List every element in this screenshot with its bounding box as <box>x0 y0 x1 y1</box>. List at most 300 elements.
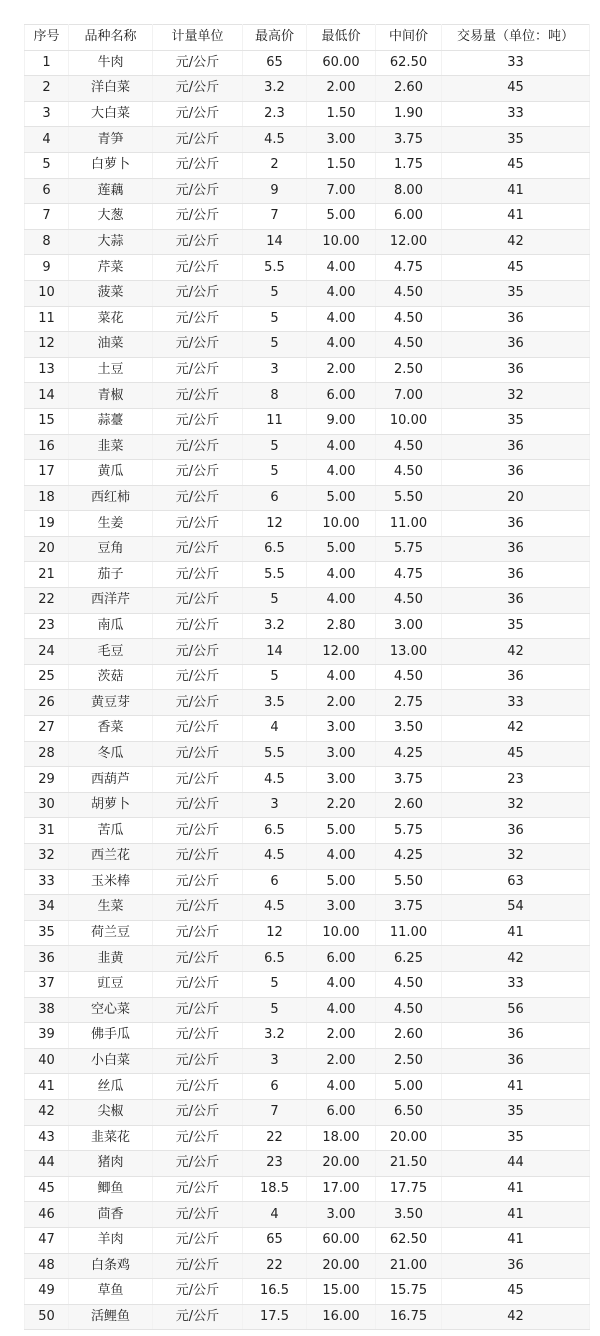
cell-volume: 42 <box>442 716 590 742</box>
cell-max-price: 3.2 <box>243 1023 307 1049</box>
cell-min-price: 6.00 <box>307 946 376 972</box>
header-unit: 计量单位 <box>153 25 243 51</box>
cell-index: 9 <box>25 255 69 281</box>
cell-index: 20 <box>25 536 69 562</box>
cell-min-price: 2.20 <box>307 792 376 818</box>
table-row <box>25 1279 590 1305</box>
cell-variety-name: 生姜 <box>69 511 153 537</box>
cell-index: 30 <box>25 792 69 818</box>
table-row <box>25 818 590 844</box>
cell-unit: 元/公斤 <box>153 1125 243 1151</box>
cell-volume: 36 <box>442 357 590 383</box>
cell-index: 39 <box>25 1023 69 1049</box>
cell-max-price: 17.5 <box>243 1304 307 1330</box>
cell-variety-name: 胡萝卜 <box>69 792 153 818</box>
table-row <box>25 101 590 127</box>
cell-max-price: 14 <box>243 639 307 665</box>
cell-variety-name: 茴香 <box>69 1202 153 1228</box>
cell-unit: 元/公斤 <box>153 485 243 511</box>
table-row <box>25 588 590 614</box>
header-min-price: 最低价 <box>307 25 376 51</box>
cell-volume: 36 <box>442 1253 590 1279</box>
cell-variety-name: 白条鸡 <box>69 1253 153 1279</box>
table-row <box>25 255 590 281</box>
cell-index: 37 <box>25 971 69 997</box>
cell-unit: 元/公斤 <box>153 946 243 972</box>
cell-index: 50 <box>25 1304 69 1330</box>
cell-variety-name: 茄子 <box>69 562 153 588</box>
cell-variety-name: 大蒜 <box>69 229 153 255</box>
cell-mid-price: 3.50 <box>376 716 442 742</box>
cell-unit: 元/公斤 <box>153 1151 243 1177</box>
cell-min-price: 2.00 <box>307 1023 376 1049</box>
cell-mid-price: 3.00 <box>376 613 442 639</box>
cell-mid-price: 6.25 <box>376 946 442 972</box>
cell-volume: 54 <box>442 895 590 921</box>
cell-index: 17 <box>25 460 69 486</box>
cell-mid-price: 2.50 <box>376 1048 442 1074</box>
cell-max-price: 3.5 <box>243 690 307 716</box>
cell-volume: 56 <box>442 997 590 1023</box>
cell-max-price: 65 <box>243 1227 307 1253</box>
cell-min-price: 4.00 <box>307 997 376 1023</box>
cell-max-price: 5 <box>243 997 307 1023</box>
cell-volume: 23 <box>442 767 590 793</box>
cell-mid-price: 6.00 <box>376 204 442 230</box>
table-row <box>25 229 590 255</box>
table-row <box>25 511 590 537</box>
cell-mid-price: 4.50 <box>376 971 442 997</box>
header-mid-price: 中间价 <box>376 25 442 51</box>
cell-unit: 元/公斤 <box>153 460 243 486</box>
header-max-price: 最高价 <box>243 25 307 51</box>
cell-mid-price: 2.60 <box>376 792 442 818</box>
cell-unit: 元/公斤 <box>153 178 243 204</box>
cell-index: 19 <box>25 511 69 537</box>
cell-variety-name: 小白菜 <box>69 1048 153 1074</box>
cell-variety-name: 丝瓜 <box>69 1074 153 1100</box>
cell-variety-name: 茨菇 <box>69 664 153 690</box>
cell-index: 24 <box>25 639 69 665</box>
cell-mid-price: 4.25 <box>376 741 442 767</box>
cell-index: 49 <box>25 1279 69 1305</box>
cell-min-price: 3.00 <box>307 895 376 921</box>
cell-min-price: 4.00 <box>307 280 376 306</box>
cell-min-price: 10.00 <box>307 920 376 946</box>
cell-volume: 33 <box>442 50 590 76</box>
cell-unit: 元/公斤 <box>153 1304 243 1330</box>
table-row <box>25 639 590 665</box>
cell-variety-name: 豇豆 <box>69 971 153 997</box>
table-row <box>25 1125 590 1151</box>
cell-variety-name: 油菜 <box>69 332 153 358</box>
header-volume: 交易量（单位：吨） <box>442 25 590 51</box>
cell-volume: 36 <box>442 536 590 562</box>
cell-index: 45 <box>25 1176 69 1202</box>
cell-mid-price: 4.50 <box>376 664 442 690</box>
cell-index: 47 <box>25 1227 69 1253</box>
cell-mid-price: 5.50 <box>376 485 442 511</box>
cell-max-price: 4 <box>243 716 307 742</box>
cell-mid-price: 6.50 <box>376 1099 442 1125</box>
cell-min-price: 5.00 <box>307 818 376 844</box>
cell-variety-name: 黄豆芽 <box>69 690 153 716</box>
cell-max-price: 6.5 <box>243 818 307 844</box>
cell-min-price: 4.00 <box>307 434 376 460</box>
cell-index: 31 <box>25 818 69 844</box>
table-row <box>25 1099 590 1125</box>
cell-unit: 元/公斤 <box>153 50 243 76</box>
cell-unit: 元/公斤 <box>153 818 243 844</box>
cell-max-price: 6.5 <box>243 946 307 972</box>
cell-min-price: 15.00 <box>307 1279 376 1305</box>
cell-max-price: 7 <box>243 1099 307 1125</box>
cell-index: 26 <box>25 690 69 716</box>
cell-variety-name: 西兰花 <box>69 844 153 870</box>
cell-variety-name: 玉米棒 <box>69 869 153 895</box>
cell-variety-name: 生菜 <box>69 895 153 921</box>
cell-unit: 元/公斤 <box>153 997 243 1023</box>
cell-min-price: 3.00 <box>307 127 376 153</box>
cell-unit: 元/公斤 <box>153 562 243 588</box>
cell-variety-name: 大白菜 <box>69 101 153 127</box>
cell-index: 3 <box>25 101 69 127</box>
cell-volume: 36 <box>442 562 590 588</box>
cell-min-price: 5.00 <box>307 204 376 230</box>
cell-mid-price: 12.00 <box>376 229 442 255</box>
table-row <box>25 716 590 742</box>
cell-index: 44 <box>25 1151 69 1177</box>
cell-max-price: 65 <box>243 50 307 76</box>
cell-volume: 33 <box>442 101 590 127</box>
table-row <box>25 1253 590 1279</box>
cell-variety-name: 莲藕 <box>69 178 153 204</box>
cell-min-price: 2.00 <box>307 1048 376 1074</box>
cell-mid-price: 4.50 <box>376 460 442 486</box>
cell-max-price: 5 <box>243 434 307 460</box>
cell-max-price: 23 <box>243 1151 307 1177</box>
cell-index: 27 <box>25 716 69 742</box>
cell-min-price: 3.00 <box>307 767 376 793</box>
cell-min-price: 4.00 <box>307 306 376 332</box>
table-row <box>25 869 590 895</box>
cell-min-price: 4.00 <box>307 588 376 614</box>
cell-mid-price: 11.00 <box>376 920 442 946</box>
table-row <box>25 613 590 639</box>
table-row <box>25 178 590 204</box>
cell-unit: 元/公斤 <box>153 408 243 434</box>
cell-unit: 元/公斤 <box>153 869 243 895</box>
cell-max-price: 14 <box>243 229 307 255</box>
cell-volume: 36 <box>442 332 590 358</box>
cell-max-price: 6 <box>243 1074 307 1100</box>
cell-unit: 元/公斤 <box>153 741 243 767</box>
cell-mid-price: 2.50 <box>376 357 442 383</box>
cell-variety-name: 活鲤鱼 <box>69 1304 153 1330</box>
cell-index: 18 <box>25 485 69 511</box>
cell-mid-price: 4.75 <box>376 562 442 588</box>
cell-volume: 45 <box>442 1279 590 1305</box>
cell-min-price: 18.00 <box>307 1125 376 1151</box>
cell-volume: 35 <box>442 1125 590 1151</box>
cell-volume: 36 <box>442 306 590 332</box>
cell-max-price: 11 <box>243 408 307 434</box>
cell-mid-price: 5.50 <box>376 869 442 895</box>
cell-min-price: 12.00 <box>307 639 376 665</box>
table-row <box>25 332 590 358</box>
cell-volume: 45 <box>442 255 590 281</box>
cell-min-price: 2.00 <box>307 690 376 716</box>
cell-max-price: 5 <box>243 280 307 306</box>
cell-min-price: 10.00 <box>307 229 376 255</box>
table-row <box>25 280 590 306</box>
table-row <box>25 920 590 946</box>
cell-mid-price: 20.00 <box>376 1125 442 1151</box>
cell-mid-price: 2.60 <box>376 1023 442 1049</box>
cell-index: 22 <box>25 588 69 614</box>
cell-min-price: 10.00 <box>307 511 376 537</box>
cell-volume: 42 <box>442 229 590 255</box>
table-row <box>25 1227 590 1253</box>
cell-max-price: 2.3 <box>243 101 307 127</box>
cell-unit: 元/公斤 <box>153 1202 243 1228</box>
cell-max-price: 5 <box>243 306 307 332</box>
cell-index: 43 <box>25 1125 69 1151</box>
cell-unit: 元/公斤 <box>153 895 243 921</box>
cell-index: 1 <box>25 50 69 76</box>
cell-variety-name: 南瓜 <box>69 613 153 639</box>
cell-volume: 35 <box>442 1099 590 1125</box>
cell-variety-name: 毛豆 <box>69 639 153 665</box>
cell-volume: 20 <box>442 485 590 511</box>
price-table <box>24 24 590 1330</box>
cell-min-price: 4.00 <box>307 562 376 588</box>
cell-max-price: 4.5 <box>243 844 307 870</box>
cell-max-price: 2 <box>243 152 307 178</box>
cell-index: 12 <box>25 332 69 358</box>
cell-index: 6 <box>25 178 69 204</box>
cell-mid-price: 10.00 <box>376 408 442 434</box>
cell-max-price: 4.5 <box>243 767 307 793</box>
cell-max-price: 4.5 <box>243 127 307 153</box>
cell-variety-name: 芹菜 <box>69 255 153 281</box>
price-table-container <box>24 24 590 1330</box>
cell-index: 7 <box>25 204 69 230</box>
table-row <box>25 306 590 332</box>
cell-unit: 元/公斤 <box>153 332 243 358</box>
cell-unit: 元/公斤 <box>153 716 243 742</box>
cell-unit: 元/公斤 <box>153 1176 243 1202</box>
cell-max-price: 5 <box>243 664 307 690</box>
table-row <box>25 741 590 767</box>
cell-index: 21 <box>25 562 69 588</box>
cell-index: 28 <box>25 741 69 767</box>
cell-variety-name: 青笋 <box>69 127 153 153</box>
cell-mid-price: 3.50 <box>376 1202 442 1228</box>
cell-volume: 41 <box>442 1176 590 1202</box>
cell-min-price: 6.00 <box>307 1099 376 1125</box>
cell-variety-name: 苦瓜 <box>69 818 153 844</box>
table-row <box>25 1074 590 1100</box>
cell-max-price: 7 <box>243 204 307 230</box>
cell-mid-price: 4.50 <box>376 280 442 306</box>
table-row <box>25 383 590 409</box>
cell-volume: 36 <box>442 434 590 460</box>
cell-variety-name: 羊肉 <box>69 1227 153 1253</box>
cell-min-price: 4.00 <box>307 971 376 997</box>
cell-variety-name: 香菜 <box>69 716 153 742</box>
cell-min-price: 1.50 <box>307 152 376 178</box>
cell-volume: 36 <box>442 664 590 690</box>
cell-volume: 41 <box>442 178 590 204</box>
cell-mid-price: 13.00 <box>376 639 442 665</box>
cell-mid-price: 5.75 <box>376 818 442 844</box>
cell-min-price: 20.00 <box>307 1151 376 1177</box>
cell-volume: 32 <box>442 792 590 818</box>
cell-min-price: 3.00 <box>307 716 376 742</box>
table-body <box>25 50 590 1330</box>
cell-unit: 元/公斤 <box>153 127 243 153</box>
cell-max-price: 4 <box>243 1202 307 1228</box>
cell-max-price: 12 <box>243 920 307 946</box>
cell-volume: 32 <box>442 383 590 409</box>
cell-unit: 元/公斤 <box>153 690 243 716</box>
cell-mid-price: 8.00 <box>376 178 442 204</box>
cell-index: 48 <box>25 1253 69 1279</box>
cell-volume: 36 <box>442 1048 590 1074</box>
cell-mid-price: 1.75 <box>376 152 442 178</box>
table-row <box>25 844 590 870</box>
cell-unit: 元/公斤 <box>153 664 243 690</box>
cell-volume: 41 <box>442 1227 590 1253</box>
table-row <box>25 76 590 102</box>
cell-volume: 32 <box>442 844 590 870</box>
cell-volume: 45 <box>442 76 590 102</box>
cell-max-price: 5.5 <box>243 562 307 588</box>
cell-max-price: 4.5 <box>243 895 307 921</box>
cell-index: 2 <box>25 76 69 102</box>
cell-variety-name: 韭菜花 <box>69 1125 153 1151</box>
cell-max-price: 5 <box>243 971 307 997</box>
cell-max-price: 22 <box>243 1125 307 1151</box>
cell-volume: 45 <box>442 741 590 767</box>
table-row <box>25 152 590 178</box>
cell-mid-price: 16.75 <box>376 1304 442 1330</box>
cell-unit: 元/公斤 <box>153 1023 243 1049</box>
cell-volume: 42 <box>442 639 590 665</box>
cell-mid-price: 21.50 <box>376 1151 442 1177</box>
cell-variety-name: 冬瓜 <box>69 741 153 767</box>
cell-volume: 35 <box>442 408 590 434</box>
cell-index: 29 <box>25 767 69 793</box>
cell-mid-price: 3.75 <box>376 767 442 793</box>
cell-index: 14 <box>25 383 69 409</box>
cell-unit: 元/公斤 <box>153 204 243 230</box>
cell-variety-name: 西洋芹 <box>69 588 153 614</box>
cell-min-price: 3.00 <box>307 741 376 767</box>
cell-max-price: 6 <box>243 869 307 895</box>
cell-min-price: 4.00 <box>307 255 376 281</box>
cell-unit: 元/公斤 <box>153 280 243 306</box>
cell-variety-name: 空心菜 <box>69 997 153 1023</box>
header-variety-name: 品种名称 <box>69 25 153 51</box>
cell-min-price: 60.00 <box>307 1227 376 1253</box>
cell-variety-name: 菜花 <box>69 306 153 332</box>
cell-unit: 元/公斤 <box>153 434 243 460</box>
cell-mid-price: 4.50 <box>376 306 442 332</box>
cell-variety-name: 猪肉 <box>69 1151 153 1177</box>
cell-min-price: 4.00 <box>307 664 376 690</box>
cell-index: 23 <box>25 613 69 639</box>
table-row <box>25 971 590 997</box>
table-row <box>25 1023 590 1049</box>
table-row <box>25 536 590 562</box>
table-row <box>25 485 590 511</box>
cell-max-price: 5 <box>243 332 307 358</box>
cell-mid-price: 2.60 <box>376 76 442 102</box>
cell-max-price: 16.5 <box>243 1279 307 1305</box>
cell-variety-name: 西红柿 <box>69 485 153 511</box>
cell-variety-name: 韭黄 <box>69 946 153 972</box>
table-row <box>25 1202 590 1228</box>
cell-max-price: 3 <box>243 357 307 383</box>
table-header <box>25 25 590 51</box>
cell-unit: 元/公斤 <box>153 920 243 946</box>
cell-mid-price: 1.90 <box>376 101 442 127</box>
header-index: 序号 <box>25 25 69 51</box>
cell-volume: 35 <box>442 613 590 639</box>
cell-mid-price: 4.50 <box>376 434 442 460</box>
cell-mid-price: 3.75 <box>376 895 442 921</box>
cell-index: 34 <box>25 895 69 921</box>
cell-mid-price: 62.50 <box>376 50 442 76</box>
table-row <box>25 204 590 230</box>
table-row <box>25 1176 590 1202</box>
cell-unit: 元/公斤 <box>153 383 243 409</box>
cell-max-price: 3.2 <box>243 613 307 639</box>
cell-unit: 元/公斤 <box>153 1279 243 1305</box>
cell-index: 35 <box>25 920 69 946</box>
cell-unit: 元/公斤 <box>153 1099 243 1125</box>
cell-index: 15 <box>25 408 69 434</box>
cell-unit: 元/公斤 <box>153 792 243 818</box>
cell-mid-price: 3.75 <box>376 127 442 153</box>
cell-min-price: 2.80 <box>307 613 376 639</box>
cell-unit: 元/公斤 <box>153 101 243 127</box>
cell-mid-price: 5.75 <box>376 536 442 562</box>
table-row <box>25 946 590 972</box>
cell-volume: 35 <box>442 280 590 306</box>
cell-variety-name: 尖椒 <box>69 1099 153 1125</box>
table-row <box>25 127 590 153</box>
cell-volume: 36 <box>442 818 590 844</box>
cell-min-price: 6.00 <box>307 383 376 409</box>
cell-volume: 36 <box>442 1023 590 1049</box>
cell-volume: 41 <box>442 1074 590 1100</box>
cell-max-price: 5.5 <box>243 741 307 767</box>
cell-index: 46 <box>25 1202 69 1228</box>
cell-min-price: 2.00 <box>307 357 376 383</box>
cell-min-price: 20.00 <box>307 1253 376 1279</box>
cell-mid-price: 62.50 <box>376 1227 442 1253</box>
cell-max-price: 3 <box>243 792 307 818</box>
cell-variety-name: 蒜薹 <box>69 408 153 434</box>
cell-mid-price: 11.00 <box>376 511 442 537</box>
cell-volume: 45 <box>442 152 590 178</box>
cell-unit: 元/公斤 <box>153 536 243 562</box>
table-row <box>25 50 590 76</box>
table-row <box>25 1151 590 1177</box>
